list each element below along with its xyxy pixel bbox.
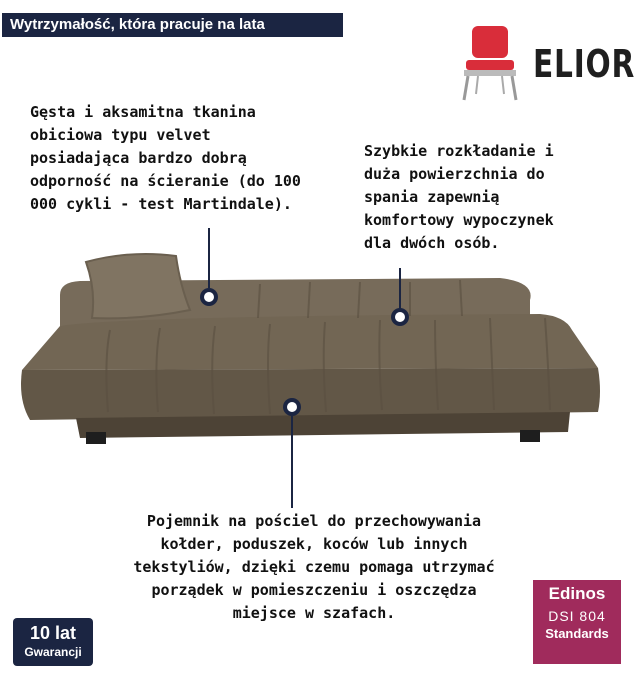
brand-name: ELIOR — [533, 42, 636, 86]
warranty-years: 10 lat — [29, 623, 77, 643]
callout-marker — [200, 288, 218, 306]
page-title: Wytrzymałość, która pracuje na lata — [2, 13, 343, 37]
callout-fabric: Gęsta i aksamitna tkanina obiciowa typu velvet posiadająca bardzo dobrą odporność na ścieranie (do 100 000 cykli - test Martindale). — [30, 103, 301, 213]
warranty-badge — [13, 618, 93, 666]
certification-standard: DSI 804 — [548, 608, 606, 624]
callout-sleeping-area: Szybkie rozkładanie i duża powierzchnia do spania zapewnią komfortowy wypoczynek dla dwóch osób. — [364, 142, 554, 252]
callout-marker — [283, 398, 301, 416]
certification-brand: Edinos — [548, 584, 606, 603]
certification-badge — [533, 580, 621, 664]
warranty-label: Gwarancji — [24, 645, 82, 659]
callout-marker — [391, 308, 409, 326]
certification-label: Standards — [545, 626, 609, 641]
callout-storage: Pojemnik na pościel do przechowywania kołder, poduszek, koców lub innych tekstyliów, dzięki czemu pomaga utrzymać porządek w pomieszczeniu i oszczędza miejsce w szafach. — [133, 512, 495, 622]
